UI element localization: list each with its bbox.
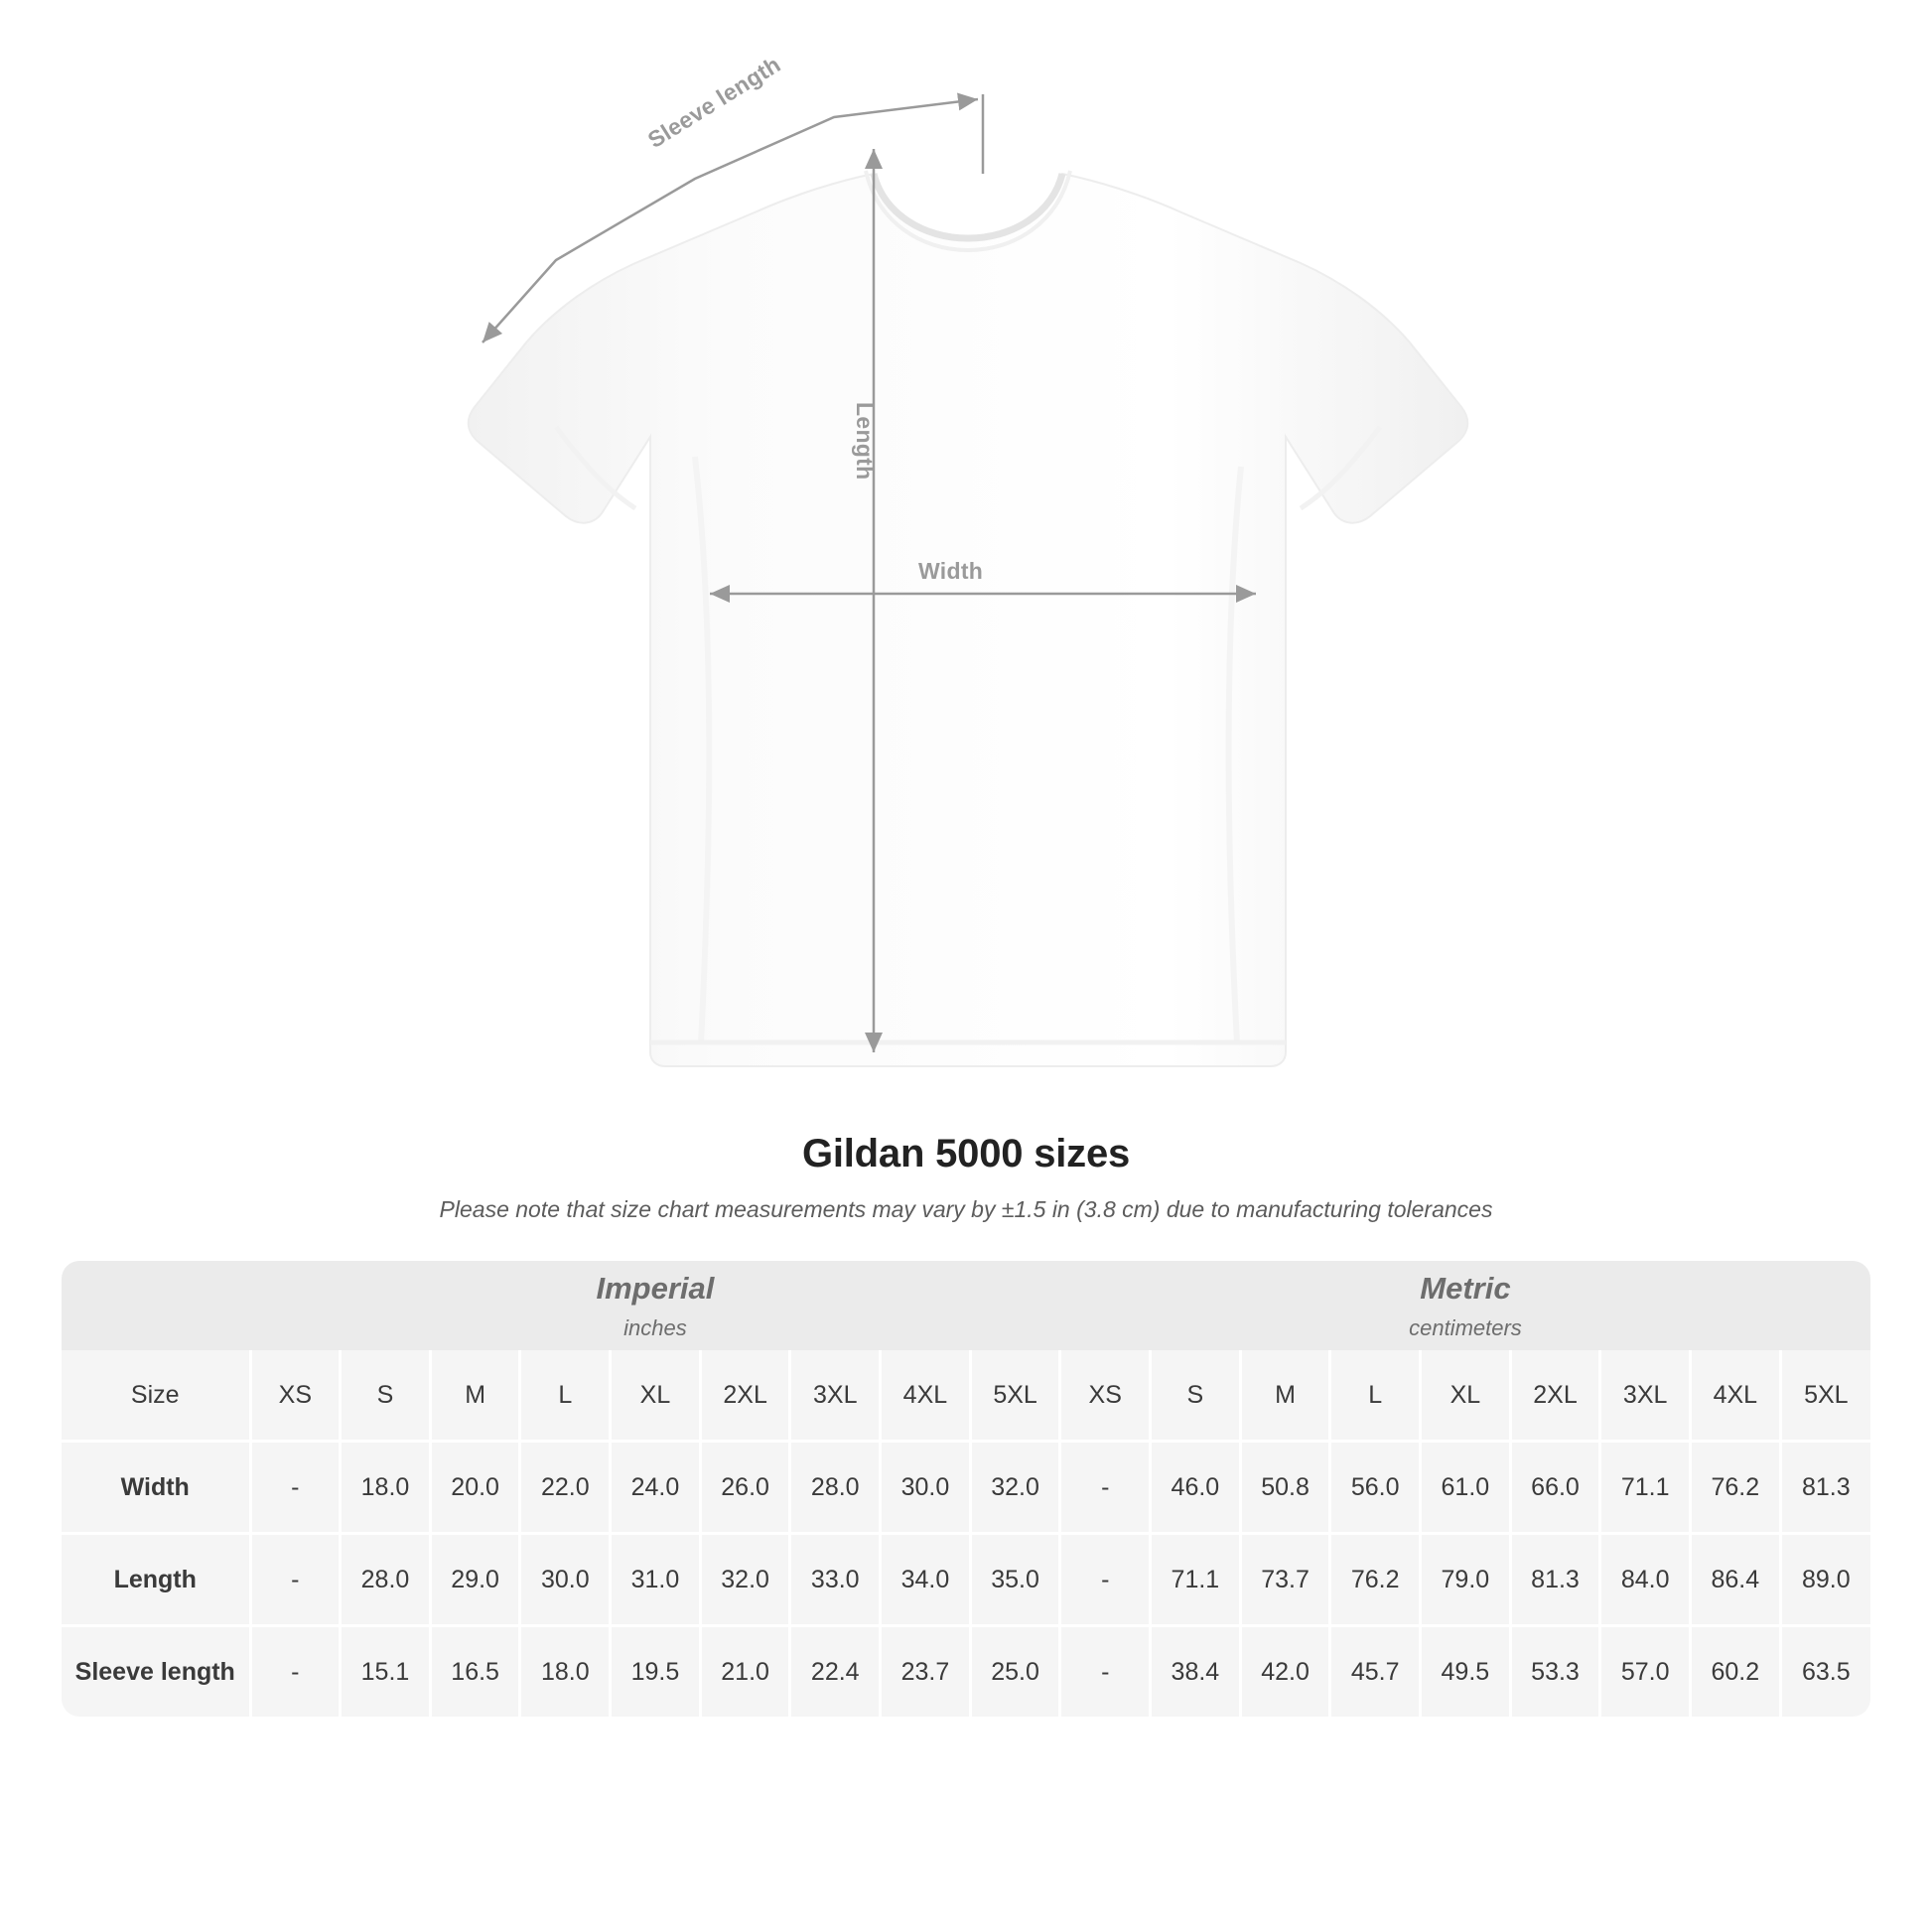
unit-header-imperial: [250, 1261, 1060, 1350]
cell-width-imperial-xs: -: [250, 1442, 341, 1534]
size-header-metric-2xl: 2XL: [1510, 1350, 1600, 1442]
cell-length-metric-s: 71.1: [1151, 1534, 1241, 1626]
length-label: Length: [852, 402, 878, 481]
size-header-metric-3xl: 3XL: [1600, 1350, 1691, 1442]
cell-length-metric-l: 76.2: [1330, 1534, 1421, 1626]
size-header-imperial-5xl: 5XL: [970, 1350, 1060, 1442]
size-header-imperial-l: L: [520, 1350, 611, 1442]
size-header-imperial-s: S: [341, 1350, 431, 1442]
cell-length-metric-m: 73.7: [1240, 1534, 1330, 1626]
cell-width-metric-m: 50.8: [1240, 1442, 1330, 1534]
cell-length-metric-xs: -: [1060, 1534, 1151, 1626]
size-table-wrapper: [62, 1261, 1870, 1717]
cell-width-metric-l: 56.0: [1330, 1442, 1421, 1534]
cell-width-metric-4xl: 76.2: [1691, 1442, 1781, 1534]
row-label-length: Length: [62, 1534, 250, 1626]
cell-width-metric-3xl: 71.1: [1600, 1442, 1691, 1534]
cell-sleeve-imperial-m: 16.5: [430, 1626, 520, 1718]
cell-sleeve-metric-3xl: 57.0: [1600, 1626, 1691, 1718]
cell-length-imperial-4xl: 34.0: [881, 1534, 971, 1626]
cell-length-imperial-3xl: 33.0: [790, 1534, 881, 1626]
cell-length-imperial-l: 30.0: [520, 1534, 611, 1626]
size-header-imperial-xs: XS: [250, 1350, 341, 1442]
size-header-imperial-3xl: 3XL: [790, 1350, 881, 1442]
cell-length-metric-xl: 79.0: [1421, 1534, 1511, 1626]
cell-sleeve-metric-xs: -: [1060, 1626, 1151, 1718]
cell-width-imperial-m: 20.0: [430, 1442, 520, 1534]
size-header-imperial-4xl: 4XL: [881, 1350, 971, 1442]
unit-name-imperial: Imperial: [596, 1271, 715, 1307]
cell-width-metric-s: 46.0: [1151, 1442, 1241, 1534]
size-header-metric-xs: XS: [1060, 1350, 1151, 1442]
cell-sleeve-metric-s: 38.4: [1151, 1626, 1241, 1718]
cell-width-imperial-3xl: 28.0: [790, 1442, 881, 1534]
cell-width-imperial-xl: 24.0: [611, 1442, 701, 1534]
cell-sleeve-imperial-5xl: 25.0: [970, 1626, 1060, 1718]
cell-width-metric-xs: -: [1060, 1442, 1151, 1534]
cell-sleeve-metric-2xl: 53.3: [1510, 1626, 1600, 1718]
unit-sub-metric: centimeters: [1409, 1314, 1522, 1340]
sleeve-length-label: Sleeve length: [642, 51, 785, 154]
width-label: Width: [918, 558, 984, 584]
size-header-metric-l: L: [1330, 1350, 1421, 1442]
cell-width-imperial-2xl: 26.0: [700, 1442, 790, 1534]
cell-sleeve-imperial-l: 18.0: [520, 1626, 611, 1718]
unit-header-metric: [1060, 1261, 1870, 1350]
size-header-metric-xl: XL: [1421, 1350, 1511, 1442]
chart-heading: [0, 1132, 1932, 1223]
table-row: [62, 1442, 1870, 1534]
size-header-row: [62, 1350, 1870, 1442]
size-header-metric-m: M: [1240, 1350, 1330, 1442]
row-label-sleeve-length: Sleeve length: [62, 1626, 250, 1718]
unit-header-spacer: [62, 1261, 250, 1350]
table-row: [62, 1534, 1870, 1626]
size-table: [62, 1261, 1870, 1717]
cell-width-metric-xl: 61.0: [1421, 1442, 1511, 1534]
cell-length-imperial-5xl: 35.0: [970, 1534, 1060, 1626]
row-label-width: Width: [62, 1442, 250, 1534]
cell-length-imperial-s: 28.0: [341, 1534, 431, 1626]
page-title: Gildan 5000 sizes: [801, 1132, 1131, 1175]
cell-length-imperial-2xl: 32.0: [700, 1534, 790, 1626]
cell-width-imperial-5xl: 32.0: [970, 1442, 1060, 1534]
tolerance-note: Please note that size chart measurements may vary by ±1.5 in (3.8 cm) due to manufacturing tolerances: [439, 1196, 1493, 1222]
cell-sleeve-imperial-xl: 19.5: [611, 1626, 701, 1718]
cell-sleeve-imperial-s: 15.1: [341, 1626, 431, 1718]
cell-sleeve-metric-m: 42.0: [1240, 1626, 1330, 1718]
unit-name-metric: Metric: [1420, 1271, 1511, 1307]
cell-width-metric-2xl: 66.0: [1510, 1442, 1600, 1534]
cell-sleeve-metric-l: 45.7: [1330, 1626, 1421, 1718]
size-header-metric-s: S: [1151, 1350, 1241, 1442]
cell-width-metric-5xl: 81.3: [1780, 1442, 1870, 1534]
cell-sleeve-imperial-2xl: 21.0: [700, 1626, 790, 1718]
cell-length-metric-2xl: 81.3: [1510, 1534, 1600, 1626]
size-header-metric-4xl: 4XL: [1691, 1350, 1781, 1442]
table-row: [62, 1626, 1870, 1718]
cell-sleeve-imperial-xs: -: [250, 1626, 341, 1718]
cell-sleeve-metric-5xl: 63.5: [1780, 1626, 1870, 1718]
tshirt-shape: [469, 171, 1468, 1066]
cell-length-metric-3xl: 84.0: [1600, 1534, 1691, 1626]
cell-length-imperial-m: 29.0: [430, 1534, 520, 1626]
cell-length-metric-5xl: 89.0: [1780, 1534, 1870, 1626]
size-header-label: Size: [62, 1350, 250, 1442]
cell-sleeve-metric-xl: 49.5: [1421, 1626, 1511, 1718]
unit-sub-imperial: inches: [623, 1314, 687, 1340]
cell-width-imperial-4xl: 30.0: [881, 1442, 971, 1534]
cell-width-imperial-l: 22.0: [520, 1442, 611, 1534]
size-header-imperial-2xl: 2XL: [700, 1350, 790, 1442]
cell-length-imperial-xs: -: [250, 1534, 341, 1626]
cell-sleeve-metric-4xl: 60.2: [1691, 1626, 1781, 1718]
size-header-imperial-m: M: [430, 1350, 520, 1442]
cell-length-imperial-xl: 31.0: [611, 1534, 701, 1626]
size-header-imperial-xl: XL: [611, 1350, 701, 1442]
size-header-metric-5xl: 5XL: [1780, 1350, 1870, 1442]
cell-sleeve-imperial-4xl: 23.7: [881, 1626, 971, 1718]
cell-width-imperial-s: 18.0: [341, 1442, 431, 1534]
cell-length-metric-4xl: 86.4: [1691, 1534, 1781, 1626]
unit-header-row: [62, 1261, 1870, 1350]
cell-sleeve-imperial-3xl: 22.4: [790, 1626, 881, 1718]
